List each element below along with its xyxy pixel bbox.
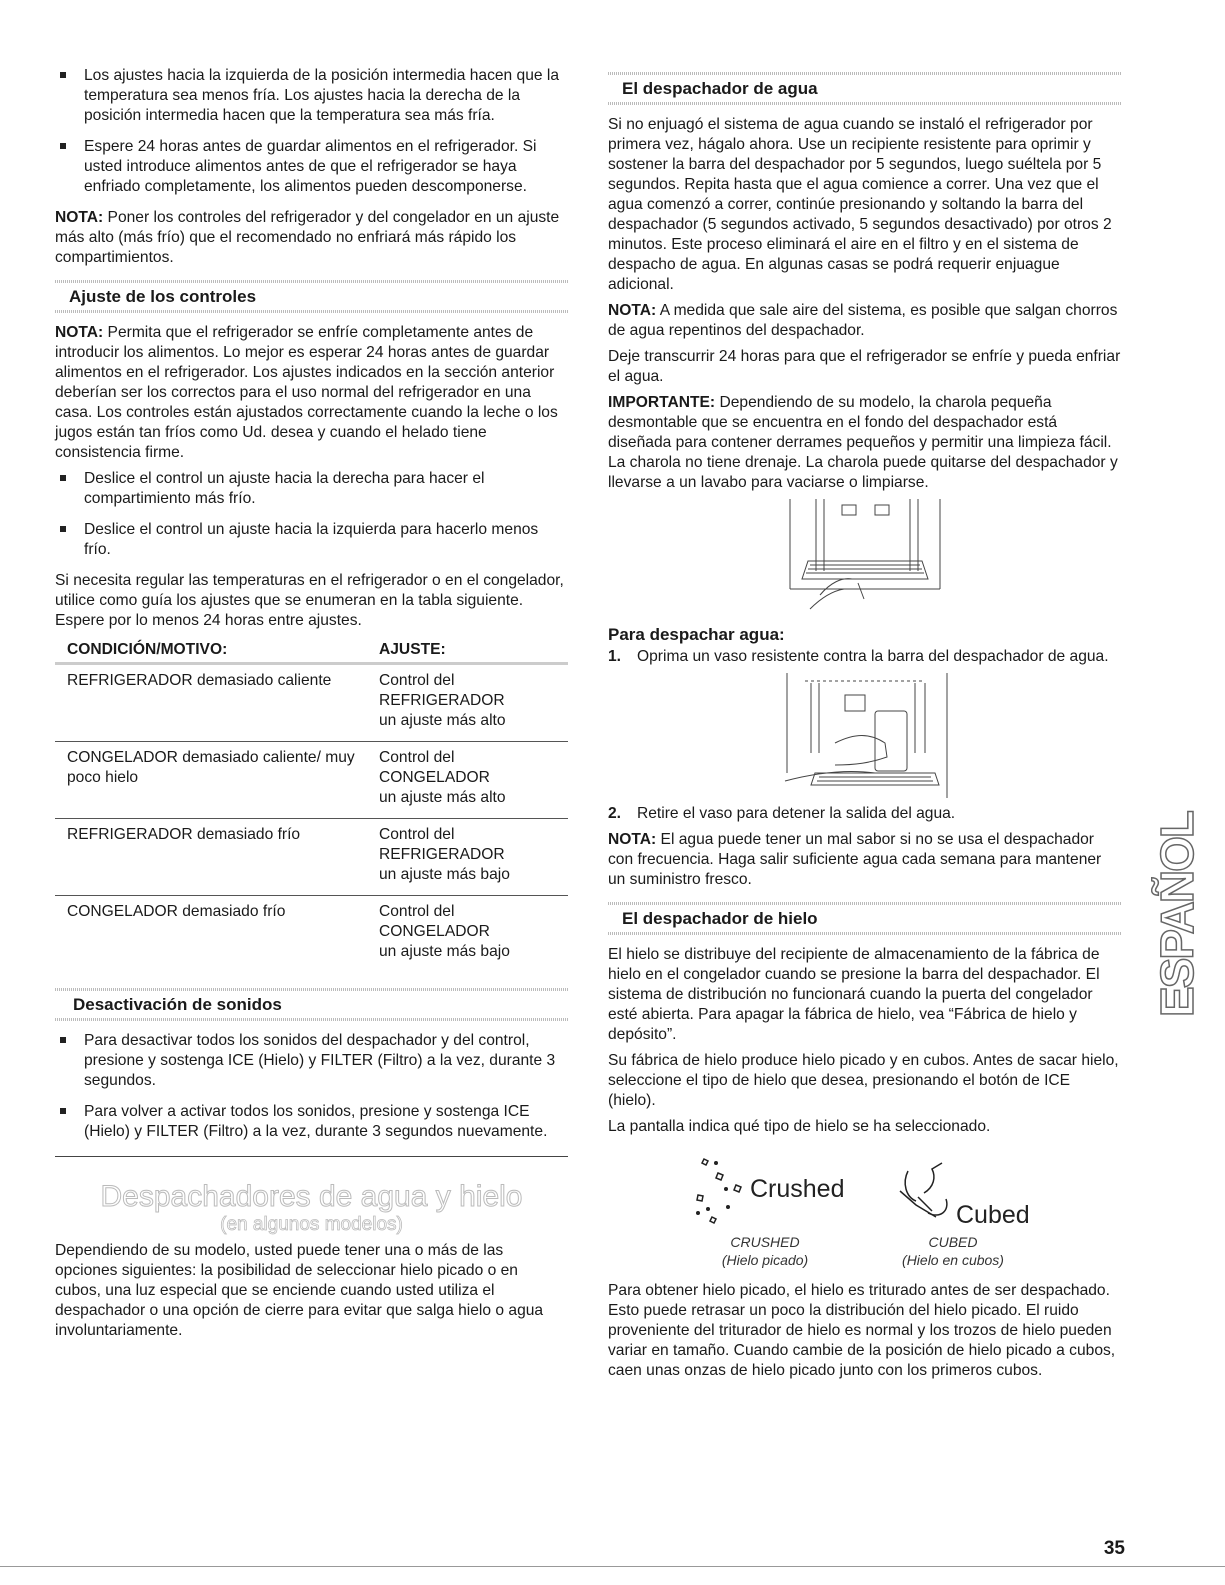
note-paragraph: NOTA: El agua puede tener un mal sabor si no se usa el despachador con frecuencia. Haga salir suficiente agua cada semana para mantener un suministro fresco. [608,831,1102,888]
cubed-word: Cubed [956,1201,1030,1229]
bullet-icon [60,526,66,532]
paragraph: Si no enjuagó el sistema de agua cuando se instaló el refrigerador por primera vez, hágalo ahora. Use un recipiente resistente para oprimir y sostener la barra del despachador por 5 segundos, luego suéltela por 5 segundos. Repita hasta que el agua comience a correr. Una vez que el agua comenzó a correr, continúe presionando y soltando la barra del despachador (5 segundos activado, 5 segundos desactivado) por otros 2 minutos. Este proceso eliminará el aire en el filtro y en el sistema de despacho de agua. En algunas casas se podrá requerir enjuague adicional. [608,116,1112,293]
section-heading: Desactivación de sonidos [55,988,568,1021]
crushed-word: Crushed [750,1175,845,1203]
language-side-tab: ESPAÑOL [1151,812,1203,1017]
list-item: Para desactivar todos los sonidos del despachador y del control, presione y sostenga ICE (Hielo) y FILTER (Filtro) a la vez, durante 3 segundos. [55,1031,568,1091]
table-row: CONGELADOR demasiado caliente/ muy poco hielo Control del CONGELADOR un ajuste más alto [55,742,568,819]
table-header: AJUSTE: [367,637,568,664]
note-paragraph: NOTA: Poner los controles del refrigerador y del congelador en un ajuste más alto (más frío) que el recomendado no enfriará más rápido los compartimientos. [55,209,560,266]
cubed-caption: CUBED (Hielo en cubos) [902,1234,1004,1268]
paragraph: Su fábrica de hielo produce hielo picado y en cubos. Antes de sacar hielo, seleccione el tipo de hielo que desea, presionando el botón de ICE (hielo). [608,1052,1119,1109]
list-item: Los ajustes hacia la izquierda de la posición intermedia hacen que la temperatura sea menos fría. Los ajustes hacia la derecha de la posición intermedia hacen que la temperatura sea más fría. [55,66,568,126]
paragraph: Deje transcurrir 24 horas para que el refrigerador se enfríe y pueda enfriar el agua. [608,348,1121,385]
note-paragraph: NOTA: A medida que sale aire del sistema, es posible que salgan chorros de agua repentinos del despachador. [608,302,1118,339]
subheading: Para despachar agua: [608,625,785,644]
right-column [608,66,1122,1387]
paragraph: Si necesita regular las temperaturas en el refrigerador o en el congelador, utilice como guía los ajustes que se enumeran en la tabla siguiente. Espere por lo menos 24 horas entre ajustes. [55,572,564,629]
section-heading: El despachador de agua [608,72,1122,105]
page-number: 35 [1103,1538,1125,1559]
paragraph: Para obtener hielo picado, el hielo es triturado antes de ser despachado. Esto puede retrasar un poco la distribución del hielo picado. El ruido proveniente del triturador de hielo es normal y los trozos de hielo pueden variar en tamaño. Cuando cambie de la posición de hielo picado a cubos, caen unas onzas de hielo picado junto con los primeros cubos. [608,1282,1116,1379]
list-item: Para volver a activar todos los sonidos, presione y sostenga ICE (Hielo) y FILTER (Filtro) a la vez, durante 3 segundos nuevamente. [55,1102,568,1142]
paragraph: Dependiendo de su modelo, usted puede tener una o más de las opciones siguientes: la posibilidad de seleccionar hielo picado o en cubos, una luz especial que se enciende cuando usted utiliza el despachador o una opción de cierre para evitar que salga hielo o agua involuntariamente. [55,1242,544,1339]
bullet-icon [60,1108,66,1114]
table-row: REFRIGERADOR demasiado frío Control del REFRIGERADOR un ajuste más bajo [55,819,568,896]
list-item: 1. Oprima un vaso resistente contra la barra del despachador de agua. [608,648,1109,665]
list-item: Espere 24 horas antes de guardar alimentos en el refrigerador. Si usted introduce alimentos antes de que el refrigerador se haya enfriado completamente, los alimentos pueden descomponerse. [55,137,568,197]
important-paragraph: IMPORTANTE: Dependiendo de su modelo, la charola pequeña desmontable que se encuentra en el fondo del despachador está diseñada para contener derrames pequeños y permitir una limpieza fácil. La charola no tiene drenaje. La charola puede quitarse del despachador y llevarse a un lavabo para vaciarse o limpiarse. [608,394,1118,491]
bullet-icon [60,1037,66,1043]
dispenser-tray-illustration [780,499,950,619]
ice-type-icons [608,1151,1122,1271]
table-header: CONDICIÓN/MOTIVO: [55,637,367,664]
paragraph: La pantalla indica qué tipo de hielo se ha seleccionado. [608,1118,991,1135]
glass-dispenser-illustration [775,673,955,798]
section-heading: Ajuste de los controles [55,280,568,313]
section-heading: El despachador de hielo [608,902,1122,935]
bullet-icon [60,475,66,481]
bullet-icon [60,143,66,149]
paragraph: El hielo se distribuye del recipiente de almacenamiento de la fábrica de hielo en el congelador cuando se presione la barra del despachador. El sistema de distribución no funcionará cuando la puerta del congelador esté abierta. Para apagar la fábrica de hielo, vea “Fábrica de hielo y depósito”. [608,946,1100,1043]
page-subtitle: (en algunos modelos) [220,1214,403,1235]
settings-table [55,637,568,972]
list-item: Deslice el control un ajuste hacia la derecha para hacer el compartimiento más frío. [55,469,568,509]
note-paragraph: NOTA: Permita que el refrigerador se enfríe completamente antes de introducir los alimentos. Lo mejor es esperar 24 horas antes de guardar alimentos en el refrigerador. Los ajustes indicados en la sección anterior deberían ser los correctos para el uso normal del refrigerador en una casa. Los controles están ajustados correctamente cuando la leche o los jugos están tan fríos como Ud. desea y cuando el helado tiene consistencia firme. [55,324,558,461]
bullet-icon [60,72,66,78]
list-item: Deslice el control un ajuste hacia la izquierda para hacerlo menos frío. [55,520,568,560]
cubed-ice-icon [876,1157,1036,1237]
page-title: Despachadores de agua y hielo [100,1180,523,1213]
left-column [55,66,568,1347]
divider [55,1156,568,1157]
table-row: CONGELADOR demasiado frío Control del CONGELADOR un ajuste más bajo [67,903,510,960]
crushed-ice-icon [678,1151,868,1231]
table-row: REFRIGERADOR demasiado caliente Control del REFRIGERADOR un ajuste más alto [55,664,568,742]
divider [0,1566,1225,1567]
list-item: 2. Retire el vaso para detener la salida del agua. [608,805,956,822]
crushed-caption: CRUSHED (Hielo picado) [721,1234,809,1268]
